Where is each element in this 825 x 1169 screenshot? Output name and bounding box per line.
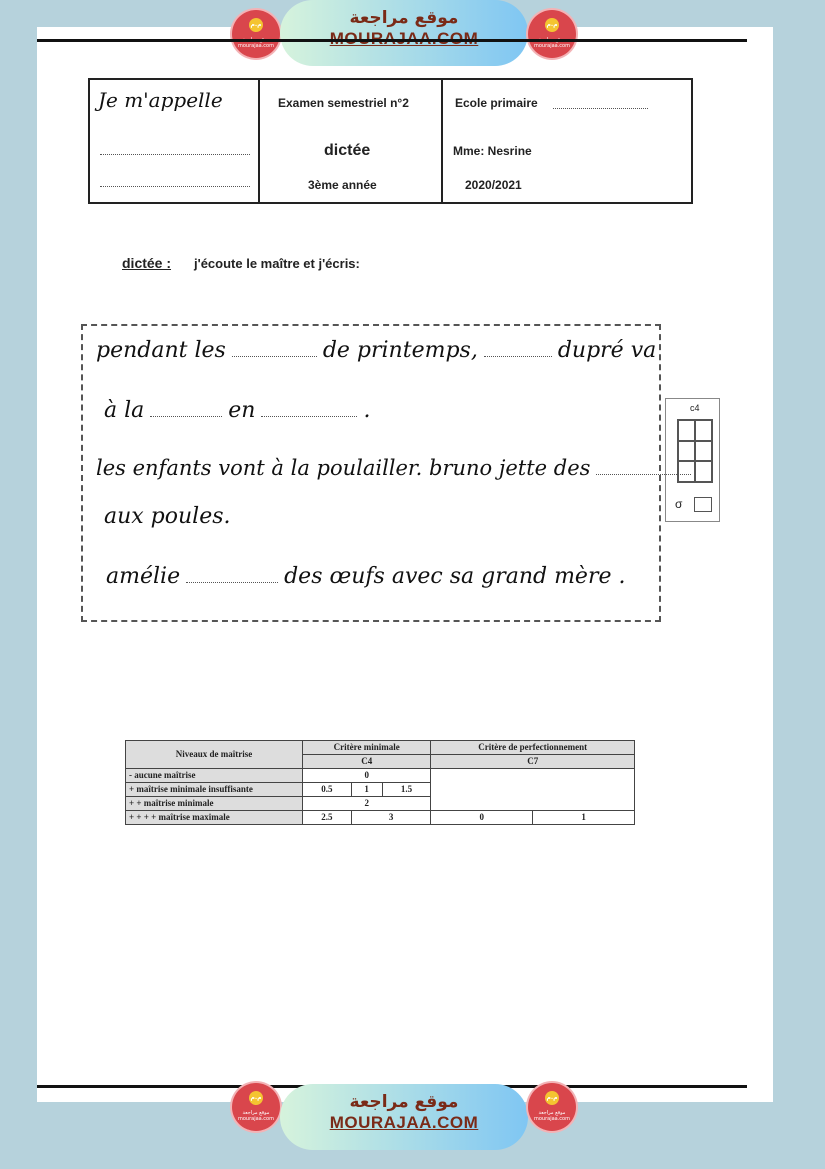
site-banner-top[interactable] [280, 0, 528, 66]
banner-arabic: موقع مراجعة [349, 1092, 459, 1112]
name-line-1[interactable] [100, 154, 250, 155]
score-input[interactable] [694, 497, 712, 512]
blank-2[interactable] [484, 356, 552, 357]
table-row: + + + + maîtrise maximale 2.5 3 0 1 [126, 811, 635, 825]
c4-grid[interactable] [677, 419, 713, 483]
dictation-line-4: aux poules. [104, 504, 231, 529]
year-label: 2020/2021 [465, 178, 522, 192]
col-c4: C4 [303, 755, 431, 769]
exam-title: Examen semestriel n°2 [278, 96, 409, 110]
col-perf-criteria: Critère de perfectionnement [431, 741, 635, 755]
blank-4[interactable] [261, 416, 357, 417]
school-cell [443, 80, 691, 202]
blank-1[interactable] [232, 356, 317, 357]
blank-6[interactable] [186, 582, 278, 583]
table-row: - aucune maîtrise 0 [126, 769, 635, 783]
col-c7: C7 [431, 755, 635, 769]
name-line-2[interactable] [100, 186, 250, 187]
logo-badge-left-top: م.م mourajaa.com [232, 10, 280, 58]
logo-badge-left-bottom: م.م موقع مراجعة mourajaa.com [232, 1083, 280, 1131]
dictation-line-3: les enfants vont à la poulailler. bruno jette des [96, 456, 697, 480]
teacher-label: Mme: Nesrine [453, 144, 532, 158]
banner-latin: MOURAJAA.COM [329, 1113, 479, 1132]
top-rule [37, 39, 747, 42]
banner-arabic: موقع مراجعة [349, 8, 459, 28]
name-label: Je m'appelle [98, 88, 223, 112]
exam-cell [260, 80, 443, 202]
instruction-title: dictée : [122, 255, 172, 271]
score-symbol: σ [675, 497, 683, 511]
col-levels: Niveaux de maîtrise [126, 741, 303, 769]
school-line[interactable] [553, 108, 648, 109]
name-cell [90, 80, 260, 202]
table-row: + maîtrise minimale insuffisante 0.5 1 1.5 [126, 783, 635, 797]
logo-badge-right-bottom: م.م موقع مراجعة mourajaa.com [528, 1083, 576, 1131]
subject-title: dictée [324, 142, 371, 159]
table-row: + + maîtrise minimale 2 [126, 797, 635, 811]
instruction-text: j'écoute le maître et j'écris: [194, 256, 360, 271]
header-table [88, 78, 693, 204]
logo-badge-right-top: م.م mourajaa.com [528, 10, 576, 58]
dictation-line-1: pendant les de printemps, dupré va [96, 338, 657, 363]
col-min-criteria: Critère minimale [303, 741, 431, 755]
c4-score-box [665, 398, 720, 522]
blank-3[interactable] [150, 416, 222, 417]
school-label: Ecole primaire [455, 96, 538, 110]
dictation-line-2: à la en . [104, 398, 371, 423]
dictation-line-5: amélie des œufs avec sa grand mère . [106, 564, 626, 589]
site-banner-bottom[interactable] [280, 1084, 528, 1150]
c4-label: c4 [690, 403, 700, 413]
criteria-table [125, 740, 635, 825]
level-label: 3ème année [308, 178, 377, 192]
